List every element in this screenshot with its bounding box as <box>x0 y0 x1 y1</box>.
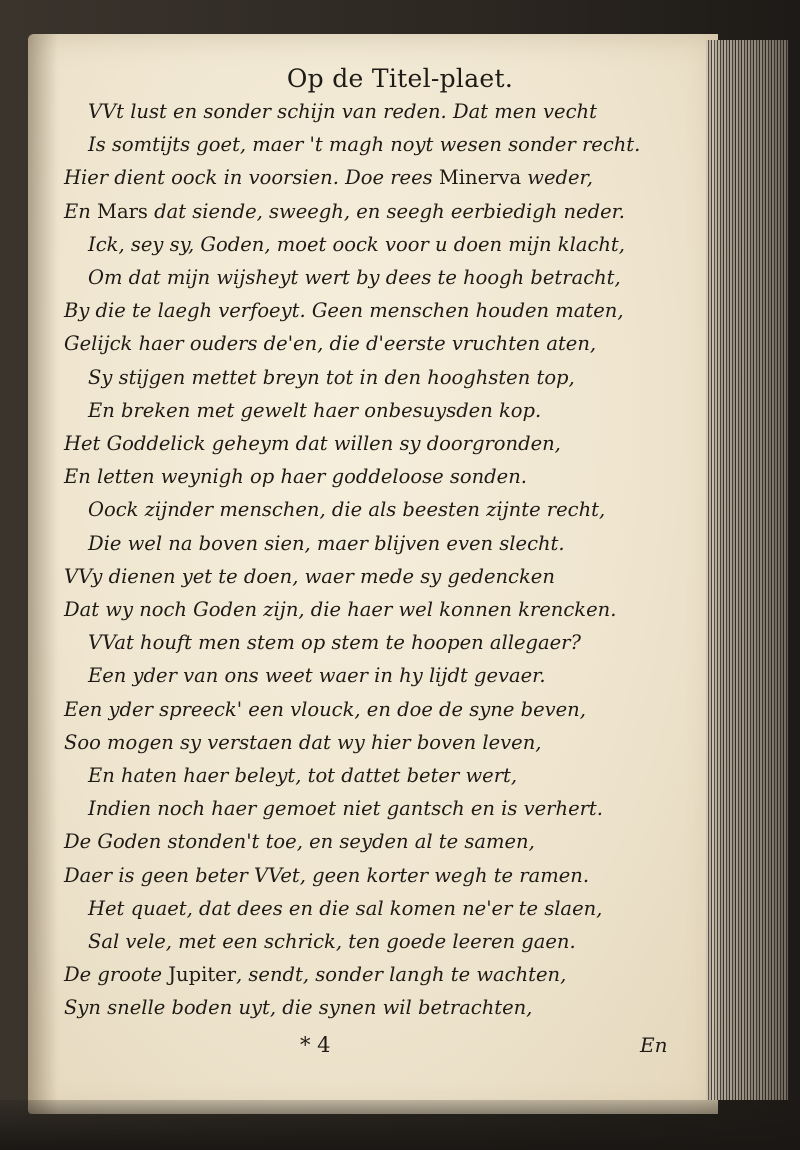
page-title: Op de Titel-plaet. <box>286 64 514 93</box>
poem-line <box>0 164 593 192</box>
line-text: , sendt, sonder langh te wachten, <box>236 963 567 987</box>
poem-line <box>0 928 576 956</box>
poem-line <box>0 696 586 724</box>
roman-name: Jupiter <box>168 963 237 987</box>
poem-line <box>0 496 605 524</box>
roman-name: Mars <box>97 199 148 223</box>
line-text: Sy stijgen mettet breyn tot in den hooghsten top, <box>88 365 575 389</box>
line-text: Dat wy noch Goden zijn, die haer wel konnen krencken. <box>64 598 617 621</box>
poem-line <box>0 131 640 159</box>
poem-line <box>0 463 527 491</box>
poem-line <box>0 430 561 458</box>
line-text: Gelijck haer ouders de'en, die d'eerste vruchten aten, <box>64 332 597 356</box>
poem-line <box>0 795 603 823</box>
catchword: En <box>640 1033 668 1057</box>
poem-line <box>0 762 517 790</box>
line-text: En letten weynigh op haer goddeloose sonden. <box>64 465 527 489</box>
poem-line <box>0 729 541 757</box>
line-text: Om dat mijn wijsheyt wert by dees te hoogh betracht, <box>88 266 621 289</box>
poem-line <box>0 828 535 856</box>
line-text: En breken met gewelt haer onbesuysden kop. <box>88 398 542 422</box>
line-text: VVat houft men stem op stem te hoopen allegaer? <box>88 631 581 655</box>
line-text: VVt lust en sonder schijn van reden. Dat men vecht <box>88 100 597 123</box>
line-text: Soo mogen sy verstaen dat wy hier boven leven, <box>64 730 542 754</box>
line-text: Syn snelle boden uyt, die synen wil betrachten, <box>64 996 533 1020</box>
line-text: weder, <box>521 166 593 190</box>
poem-line <box>0 662 546 690</box>
line-text: En haten haer beleyt, tot dattet beter wert, <box>88 764 518 787</box>
line-text: Oock zijnder menschen, die als beesten zijnte recht, <box>88 498 606 522</box>
poem-line <box>0 364 575 392</box>
line-text: De Goden stonden't toe, en seyden al te samen, <box>64 830 535 854</box>
bottom-shadow <box>0 1100 800 1150</box>
line-text: En <box>64 199 97 223</box>
poem-line <box>0 994 532 1022</box>
poem-line <box>0 231 625 259</box>
signature-mark: * 4 <box>300 1033 331 1057</box>
line-text: De groote <box>64 963 169 987</box>
line-text: VVy dienen yet te doen, waer mede sy gedencken <box>64 564 555 588</box>
line-text: Een yder van ons weet waer in hy lijdt gevaer. <box>88 664 546 688</box>
poem-line <box>0 98 597 126</box>
poem-line <box>0 629 581 657</box>
poem-line <box>0 563 555 591</box>
poem-line <box>0 895 602 923</box>
line-text: Hier dient oock in voorsien. Doe rees <box>64 166 439 190</box>
line-text: By die te laegh verfoeyt. Geen menschen houden maten, <box>64 299 624 323</box>
line-text: Is somtijts goet, maer 't magh noyt wesen sonder recht. <box>88 133 641 157</box>
poem-line <box>0 961 566 989</box>
fore-edge-shadow <box>706 40 788 1100</box>
line-text: Het Goddelick geheym dat willen sy doorgronden, <box>64 432 561 455</box>
roman-name: Minerva <box>438 166 522 190</box>
poem-line <box>0 330 596 358</box>
line-text: dat siende, sweegh, en seegh eerbiedigh neder. <box>147 199 625 223</box>
line-text: Daer is geen beter VVet, geen korter wegh te ramen. <box>64 863 590 887</box>
poem-line <box>0 297 624 325</box>
line-text: Die wel na boven sien, maer blijven even slecht. <box>88 531 565 555</box>
poem-line <box>0 397 541 425</box>
poem-line <box>0 530 565 558</box>
poem-line <box>0 264 621 292</box>
poem-line <box>0 596 616 624</box>
line-text: Indien noch haer gemoet niet gantsch en is verhert. <box>88 797 603 821</box>
line-text: Ick, sey sy, Goden, moet oock voor u doen mijn klacht, <box>88 232 625 256</box>
line-text: Het quaet, dat dees en die sal komen ne'er te slaen, <box>88 896 603 920</box>
poem-line <box>0 198 625 226</box>
poem-line <box>0 862 589 890</box>
line-text: Een yder spreeck' een vlouck, en doe de syne beven, <box>64 697 586 721</box>
line-text: Sal vele, met een schrick, ten goede leeren gaen. <box>88 930 576 953</box>
